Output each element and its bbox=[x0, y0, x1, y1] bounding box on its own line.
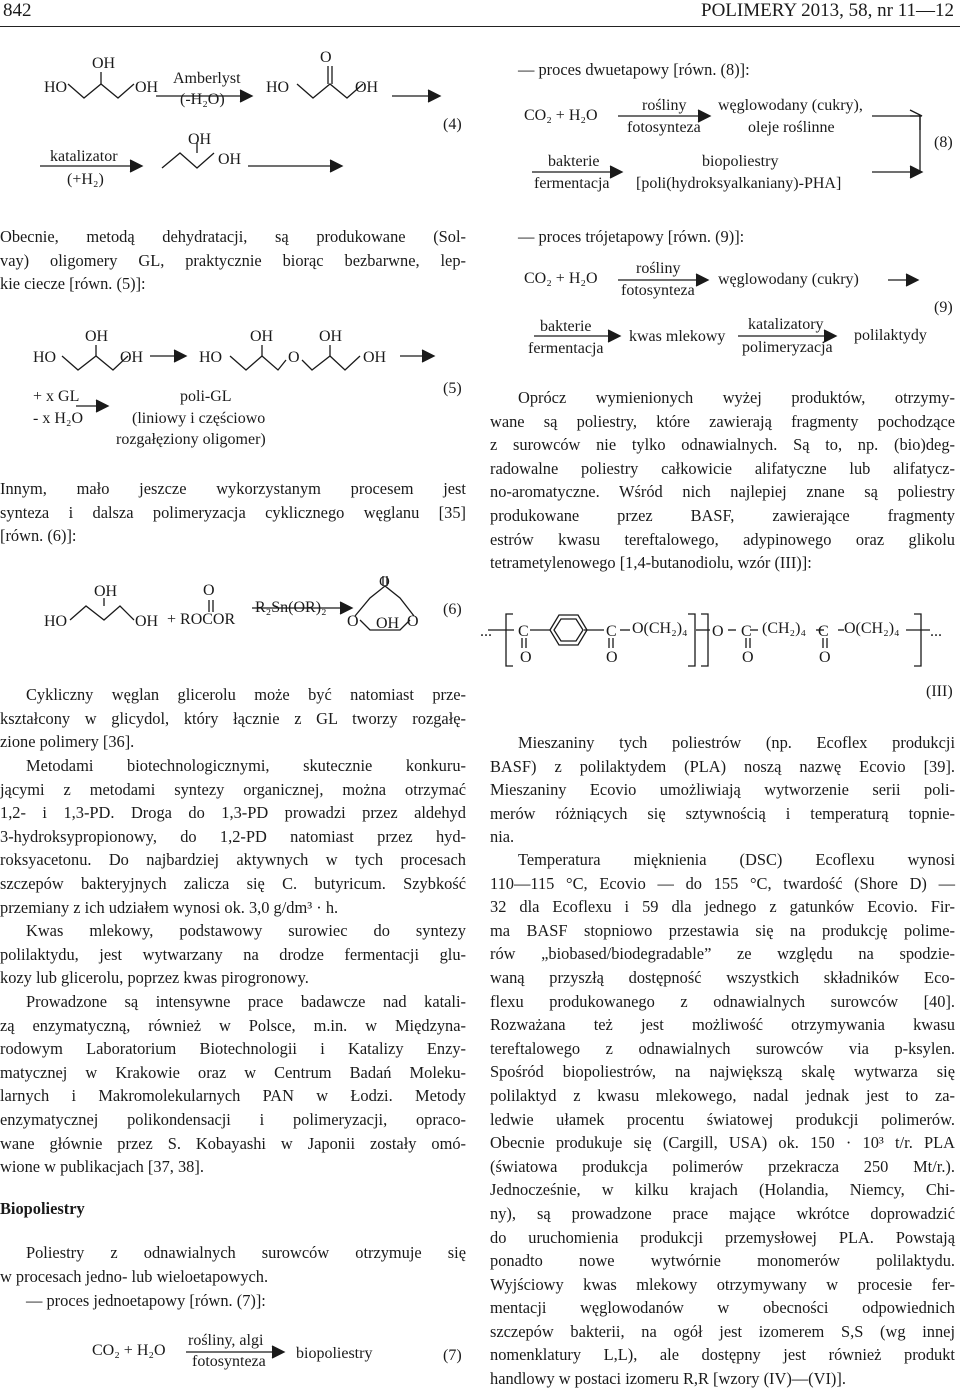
eq9-arrow1-top: rośliny bbox=[636, 260, 681, 277]
text-line: do uruchomienia produkcji przemysłowej PLA. Powstają bbox=[490, 1227, 955, 1247]
text-line: z surowców nie tylko odnawialnych. Są to, np. (bio)deg- bbox=[490, 435, 955, 455]
text-line: wione w publikacjach [37, 38]. bbox=[0, 1157, 204, 1177]
text-line: synteza i dalsza polimeryzacja cyklicznego węglanu [35] bbox=[0, 502, 466, 522]
svg-text:O: O bbox=[347, 613, 359, 630]
eq5-number: (5) bbox=[443, 380, 462, 397]
text-line: rodowym Laboratorium Biotechnologii i Katalizy Enzy- bbox=[0, 1039, 466, 1059]
eq9-arrow3-bottom: polimeryzacja bbox=[742, 339, 833, 356]
text-line: rów „biobased/biodegradable” ze względu na spodzie- bbox=[490, 944, 955, 964]
eq9-arrow2-top: bakterie bbox=[540, 318, 592, 335]
eq7-reactants: CO₂ + H₂O bbox=[92, 1342, 166, 1359]
text-line: kie ciecze [równ. (5)]: bbox=[0, 274, 146, 294]
formula-III-structure bbox=[480, 586, 960, 696]
eq8-product2-line2: [poli(hydroksyalkaniany)-PHA] bbox=[636, 175, 842, 192]
text-line: Jednocześnie, w kilku krajach (Holandia, Niemcy, Chi- bbox=[490, 1180, 955, 1200]
svg-text:O: O bbox=[379, 574, 390, 590]
svg-text:OH: OH bbox=[250, 328, 274, 345]
text-line: zą enzymatyczną, również w Polsce, m.in. w Międzyna- bbox=[0, 1015, 466, 1035]
text-line: Temperatura mięknienia (DSC) Ecoflexu wynosi bbox=[518, 850, 955, 869]
text-line: radowalne poliestry całkowicie alifatyczne lub alifatycz- bbox=[490, 458, 955, 478]
eq8-reactants: CO₂ + H₂O bbox=[524, 107, 598, 124]
svg-text:OH: OH bbox=[363, 349, 387, 366]
svg-text:HO: HO bbox=[44, 79, 68, 96]
svg-text:O: O bbox=[320, 49, 332, 66]
text-line: 110—115 °C, Ecovio — do 155 °C, twardość (Shore D) — bbox=[490, 873, 955, 893]
eq8-product1-line1: węglowodany (cukry), bbox=[718, 97, 863, 114]
svg-text:OH: OH bbox=[120, 349, 144, 366]
text-line: ma BASF stopniowo przestawia się na produkcję polime- bbox=[490, 920, 955, 940]
text-line: Innym, mało jeszcze wykorzystanym procesem jest bbox=[0, 479, 466, 498]
svg-text:O: O bbox=[819, 649, 831, 666]
eq7-arrow-bottom: fotosynteza bbox=[192, 1353, 266, 1370]
eq8-arrow2-bottom: fermentacja bbox=[534, 175, 610, 192]
text-line: kozy lub glicerolu, poprzez kwas pirogronowy. bbox=[0, 968, 309, 988]
svg-text:HO: HO bbox=[199, 349, 223, 366]
text-line: Mieszaniny tych poliestrów (np. Ecoflex produkcji bbox=[518, 733, 955, 752]
text-line: roksyacetonu. Do najbardziej aktywnych w tych procesach bbox=[0, 850, 466, 870]
text-line: Kwas mlekowy, podstawowy surowiec do syntezy bbox=[26, 921, 466, 940]
eq8-product1-line2: oleje roślinne bbox=[748, 119, 835, 136]
text-line: jącymi z metodami syntezy organicznej, można otrzymać bbox=[0, 779, 466, 799]
formula-III-segment3: O(CH₂)₄ bbox=[844, 620, 900, 637]
text-line: szczepów bakteryjnych zalicza się C. butyricum. Szybkość bbox=[0, 873, 466, 893]
svg-text:HO: HO bbox=[44, 613, 68, 630]
eq7-number: (7) bbox=[443, 1347, 462, 1364]
eq9-arrow2-bottom: fermentacja bbox=[528, 340, 604, 357]
formula-III-segment1: O(CH₂)₄ bbox=[632, 620, 688, 637]
text-line: Wyjściowy kwas mlekowy otrzymywany w procesie fer- bbox=[490, 1274, 955, 1294]
eq7-product: biopoliestry bbox=[296, 1345, 373, 1362]
left-paragraph-7 bbox=[0, 1241, 466, 1288]
svg-text:HO: HO bbox=[33, 349, 57, 366]
right-paragraph-2 bbox=[490, 731, 955, 849]
svg-text:O: O bbox=[712, 623, 724, 640]
svg-text:OH: OH bbox=[135, 79, 159, 96]
section-heading: Biopoliestry bbox=[0, 1199, 85, 1218]
text-line: Spośród biopoliestrów, na największą skalę wytwarza się bbox=[490, 1062, 955, 1082]
svg-text:OH: OH bbox=[218, 151, 242, 168]
eq8-arrow1-top: rośliny bbox=[642, 97, 687, 114]
text-line: mentacji węglowodanów w obecności odpowiednich bbox=[490, 1298, 955, 1318]
eq9-reactants: CO₂ + H₂O bbox=[524, 270, 598, 287]
text-line: no-aromatyczne. Wśród nich najlepiej znane są poliestry bbox=[490, 482, 955, 502]
left-paragraph-1 bbox=[0, 225, 466, 296]
svg-text:C: C bbox=[606, 623, 617, 640]
formula-III-number: (III) bbox=[926, 683, 953, 700]
text-line: Rozważana też jest możliwość otrzymywania kwasu bbox=[490, 1015, 955, 1035]
svg-text:C: C bbox=[741, 623, 752, 640]
svg-text:C: C bbox=[518, 623, 529, 640]
eq9-label: — proces trójetapowy [równ. (9)]: bbox=[518, 227, 745, 246]
eq5-product-line2: (liniowy i częściowo bbox=[132, 410, 266, 427]
eq4-catalyst-bottom: katalizator bbox=[50, 148, 118, 165]
eq9-arrow1-bottom: fotosynteza bbox=[621, 282, 695, 299]
text-line: ny), są prowadzone prace mające wkrótce doprowadzić bbox=[490, 1203, 955, 1223]
eq8-label: — proces dwuetapowy [równ. (8)]: bbox=[518, 60, 750, 79]
svg-text:O: O bbox=[742, 649, 754, 666]
svg-text:OH: OH bbox=[319, 328, 343, 345]
text-line: tetrametylenowego [1,4-butanodiolu, wzór (III)]: bbox=[490, 553, 812, 573]
left-paragraph-8: — proces jednoetapowy [równ. (7)]: bbox=[26, 1291, 266, 1310]
text-line: waną przyszłą dostępność wszystkich składników Eco- bbox=[490, 967, 955, 987]
text-line: Poliestry z odnawialnych surowców otrzymuje się bbox=[26, 1243, 466, 1262]
text-line: w procesach jedno- lub wieloetapowych. bbox=[0, 1266, 269, 1286]
text-line: przemiany z ich udziałem wynosi ok. 3,0 g/dm³ · h. bbox=[0, 897, 339, 917]
left-paragraph-2 bbox=[0, 477, 466, 548]
eq5-product-line1: poli-GL bbox=[180, 388, 232, 405]
svg-text:O: O bbox=[288, 349, 300, 366]
header-rule bbox=[0, 26, 960, 27]
text-line: (światowa produkcja polimerów przekracza 250 Mt/r.). bbox=[490, 1156, 955, 1176]
text-line: tereftalowego z odnawialnych surowców via p-ksylen. bbox=[490, 1038, 955, 1058]
eq4-catalyst-top-sub: (-H₂O) bbox=[180, 91, 225, 108]
eq4-catalyst-bottom-sub: (+H₂) bbox=[67, 171, 104, 188]
eq5-reagent-bottom: - x H₂O bbox=[33, 410, 84, 427]
text-line: kształcony w glicydol, który łącznie z GL tworzy rozgałę- bbox=[0, 708, 466, 728]
text-line: flexu produkowanego z odnawialnych surowców [40]. bbox=[490, 991, 955, 1011]
text-line: BASF) z polilaktydem (PLA) noszą nazwę Ecovio [39]. bbox=[490, 756, 955, 776]
svg-text:O: O bbox=[203, 582, 215, 599]
text-line: Obecnie produkuje się (Cargill, USA) ok. 150 · 10³ t/r. PLA bbox=[490, 1133, 955, 1153]
svg-text:O: O bbox=[520, 649, 532, 666]
text-line: Obecnie, metodą dehydratacji, są produkowane (Sol- bbox=[0, 227, 466, 246]
text-line: wane głównie przez S. Kobayashi w Japonii zostały omó- bbox=[0, 1133, 466, 1153]
eq6-structures bbox=[0, 568, 480, 648]
text-line: merów różniących się sztywnością i temperaturą topnie- bbox=[490, 803, 955, 823]
left-paragraph-3 bbox=[0, 683, 466, 754]
text-line: polilaktydu, jest wytwarzany na drodze fermentacji glu- bbox=[0, 944, 466, 964]
text-line: ledwie ułamek procentu światowej produkcji polimerów. bbox=[490, 1109, 955, 1129]
text-line: wane są poliestry, które zawierają fragmenty pochodzące bbox=[490, 411, 955, 431]
text-line: larnych i Makromolekularnych PAN w Łodzi. Metody bbox=[0, 1086, 466, 1106]
text-line: 1,2- i 1,3-PD. Droga do 1,3-PD prowadzi przez aldehyd bbox=[0, 803, 466, 823]
eq9-number: (9) bbox=[934, 299, 953, 316]
right-paragraph-1 bbox=[490, 386, 955, 575]
journal-title: POLIMERY 2013, 58, nr 11—12 bbox=[701, 0, 954, 21]
eq5-reagent-top: + x GL bbox=[33, 388, 80, 405]
text-line: vay) oligomery GL, praktycznie biorąc bezbarwne, lep- bbox=[0, 250, 466, 270]
text-line: polilaktyd z kwasu mlekowego, nadal jednak jest to za- bbox=[490, 1085, 955, 1105]
eq9-arrow3-top: katalizatory bbox=[748, 316, 824, 333]
eq8-arrow2-top: bakterie bbox=[548, 153, 600, 170]
text-line: estrów kwasu tereftalowego, adypinowego oraz glikolu bbox=[490, 529, 955, 549]
formula-III-segment2: (CH₂)₄ bbox=[762, 620, 807, 637]
eq5-product-line3: rozgałęziony oligomer) bbox=[116, 431, 266, 448]
right-paragraph-3 bbox=[490, 848, 955, 1391]
left-paragraph-4 bbox=[0, 754, 466, 919]
text-line: ponadto nowe wytwórnie monomerów polilaktydu. bbox=[490, 1251, 955, 1271]
eq6-number: (6) bbox=[443, 601, 462, 618]
svg-text:OH: OH bbox=[85, 328, 109, 345]
text-line: nomenklatury L,L), ale dostępny jest również produkt bbox=[490, 1345, 955, 1365]
eq6-reagent: + ROCOR bbox=[167, 611, 236, 628]
page-header bbox=[0, 0, 960, 22]
svg-text:O: O bbox=[407, 613, 419, 630]
svg-text:O: O bbox=[606, 649, 618, 666]
eq9-intermediate: kwas mlekowy bbox=[629, 328, 726, 345]
text-line: 3-hydroksypropionowy, do 1,2-PD natomiast przez hyd- bbox=[0, 826, 466, 846]
svg-text:...: ... bbox=[480, 623, 492, 640]
text-line: enzymatycznej polikondensacji i polimeryzacji, opraco- bbox=[0, 1109, 466, 1129]
svg-text:OH: OH bbox=[188, 131, 212, 148]
eq4-number: (4) bbox=[443, 116, 462, 133]
svg-text:OH: OH bbox=[92, 55, 116, 72]
eq8-number: (8) bbox=[934, 134, 953, 151]
text-line: Oprócz wymienionych wyżej produktów, otrzymy- bbox=[518, 388, 955, 407]
svg-text:OH: OH bbox=[94, 583, 118, 600]
text-line: zione polimery [36]. bbox=[0, 732, 135, 752]
text-line: Prowadzone są intensywne prace badawcze nad katali- bbox=[26, 992, 466, 1011]
text-line: matycznej w Krakowie oraz w Centrum Badań Moleku- bbox=[0, 1062, 466, 1082]
text-line: Cykliczny węglan glicerolu może być natomiast prze- bbox=[26, 685, 466, 704]
eq8-product2-line1: biopoliestry bbox=[702, 153, 779, 170]
left-paragraph-6 bbox=[0, 990, 466, 1179]
text-line: Metodami biotechnologicznymi, skutecznie konkuru- bbox=[26, 756, 466, 775]
text-line: [równ. (6)]: bbox=[0, 526, 77, 546]
eq4-catalyst-top: Amberlyst bbox=[173, 70, 241, 87]
svg-text:OH: OH bbox=[376, 615, 400, 632]
svg-text:HO: HO bbox=[266, 79, 290, 96]
eq9-product2: polilaktydy bbox=[854, 327, 927, 344]
page-number: 842 bbox=[3, 0, 32, 21]
svg-text:OH: OH bbox=[355, 79, 379, 96]
eq6-catalyst: R₂Sn(OR)₂ bbox=[255, 599, 327, 616]
text-line: szczepów bakterii, na ogół jest izomerem S,S (wg innej bbox=[490, 1321, 955, 1341]
svg-text:OH: OH bbox=[135, 613, 159, 630]
text-line: nia. bbox=[490, 827, 515, 847]
left-paragraph-5 bbox=[0, 919, 466, 990]
text-line: 32 dla Ecoflexu i 59 dla jednego z gatunków Ecovio. Fir- bbox=[490, 897, 955, 917]
text-line: Mieszaniny Ecovio umożliwiają wytworzenie serii poli- bbox=[490, 780, 955, 800]
text-line: handlowy w postaci izomeru R,R [wzory (IV)—(VI)]. bbox=[490, 1369, 846, 1389]
eq7-arrow-top: rośliny, algi bbox=[188, 1332, 264, 1349]
svg-text:...: ... bbox=[930, 623, 942, 640]
eq9-product1: węglowodany (cukry) bbox=[718, 271, 859, 288]
eq8-arrow1-bottom: fotosynteza bbox=[627, 119, 701, 136]
text-line: produkowane przez BASF, zawierające fragmenty bbox=[490, 505, 955, 525]
svg-text:C: C bbox=[818, 623, 829, 640]
